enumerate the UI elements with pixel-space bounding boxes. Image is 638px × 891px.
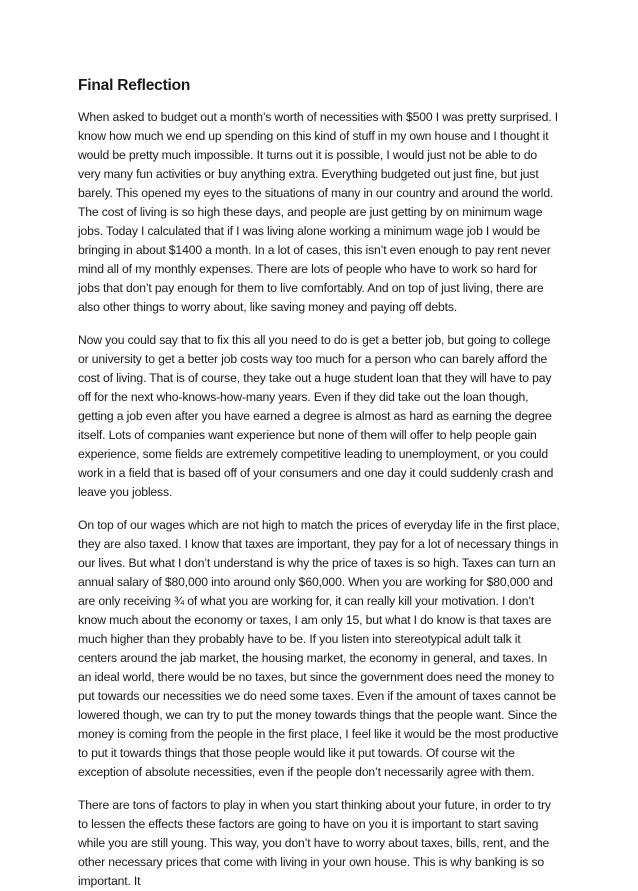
document-title: Final Reflection [78,77,191,94]
paragraph-1: When asked to budget out a month’s worth of necessities with $500 I was pretty surprised. I know how much we end up spending on this kind of stuff in my own house and I thought it would be pretty much impossible. It turns out it is possible, I would just not be able to do very many fun activities or buy anything extra. Everything budgeted out just fine, but just barely. This opened my eyes to the situations of many in our country and around the world. The cost of living is so high these days, and people are just getting by on minimum wage jobs. Today I calculated that if I was living alone working a minimum wage job I would be bringing in about $1400 a month. In a lot of cases, this isn’t even enough to pay rent never mind all of my monthly expenses. There are lots of people who have to work so hard for jobs that don’t pay enough for them to live comfortably. And on top of just living, there are also other things to worry about, like saving money and paying off debts. [78,110,558,314]
paragraph-2: Now you could say that to fix this all you need to do is get a better job, but going to college or university to get a better job costs way too much for a person who can barely afford the cost of living. That is of course, they take out a huge student loan that they will have to pay off for the next who-knows-how-many years. Even if they did take out the loan though, getting a job even after you have earned a degree is almost as hard as earning the degree itself. Lots of companies want experience but none of them will offer to help people gain experience, some fields are extremely competitive leading to unemployment, or you could work in a field that is based off of your consumers and one day it could suddenly crash and leave you jobless. [78,333,554,499]
paragraph-3: On top of our wages which are not high to match the prices of everyday life in the first place, they are also taxed. I know that taxes are important, they pay for a lot of necessary things in our lives. But what I don’t understand is why the price of taxes is so high. Taxes can turn an annual salary of $80,000 into around only $60,000. When you are working for $80,000 and are only receiving ¾ of what you are working for, it can really kill your motivation. I don’t know much about the economy or taxes, I am only 15, but what I do know is that taxes are much higher than they probably have to be. If you listen into stereotypical adult talk it centers around the jab market, the housing market, the economy in general, and taxes. In an ideal world, there would be no taxes, but since the government does need the money to put towards our necessities we do need some taxes. Even if the amount of taxes cannot be lowered though, we can try to put the money towards things that the people want. Since the money is coming from the people in the first place, I feel like it would be the most productive to put it towards things that those people would like it put towards. Of course wit the exception of absolute necessities, even if the people don’t necessarily agree with them. [78,518,560,779]
paragraph-4: There are tons of factors to play in when you start thinking about your future, in order to try to lessen the effects these factors are going to have on you it is important to start saving while you are still young. This way, you don’t have to worry about taxes, bills, rent, and the other necessary prices that come with living in your own house. This is why banking is so important. It [78,798,551,888]
